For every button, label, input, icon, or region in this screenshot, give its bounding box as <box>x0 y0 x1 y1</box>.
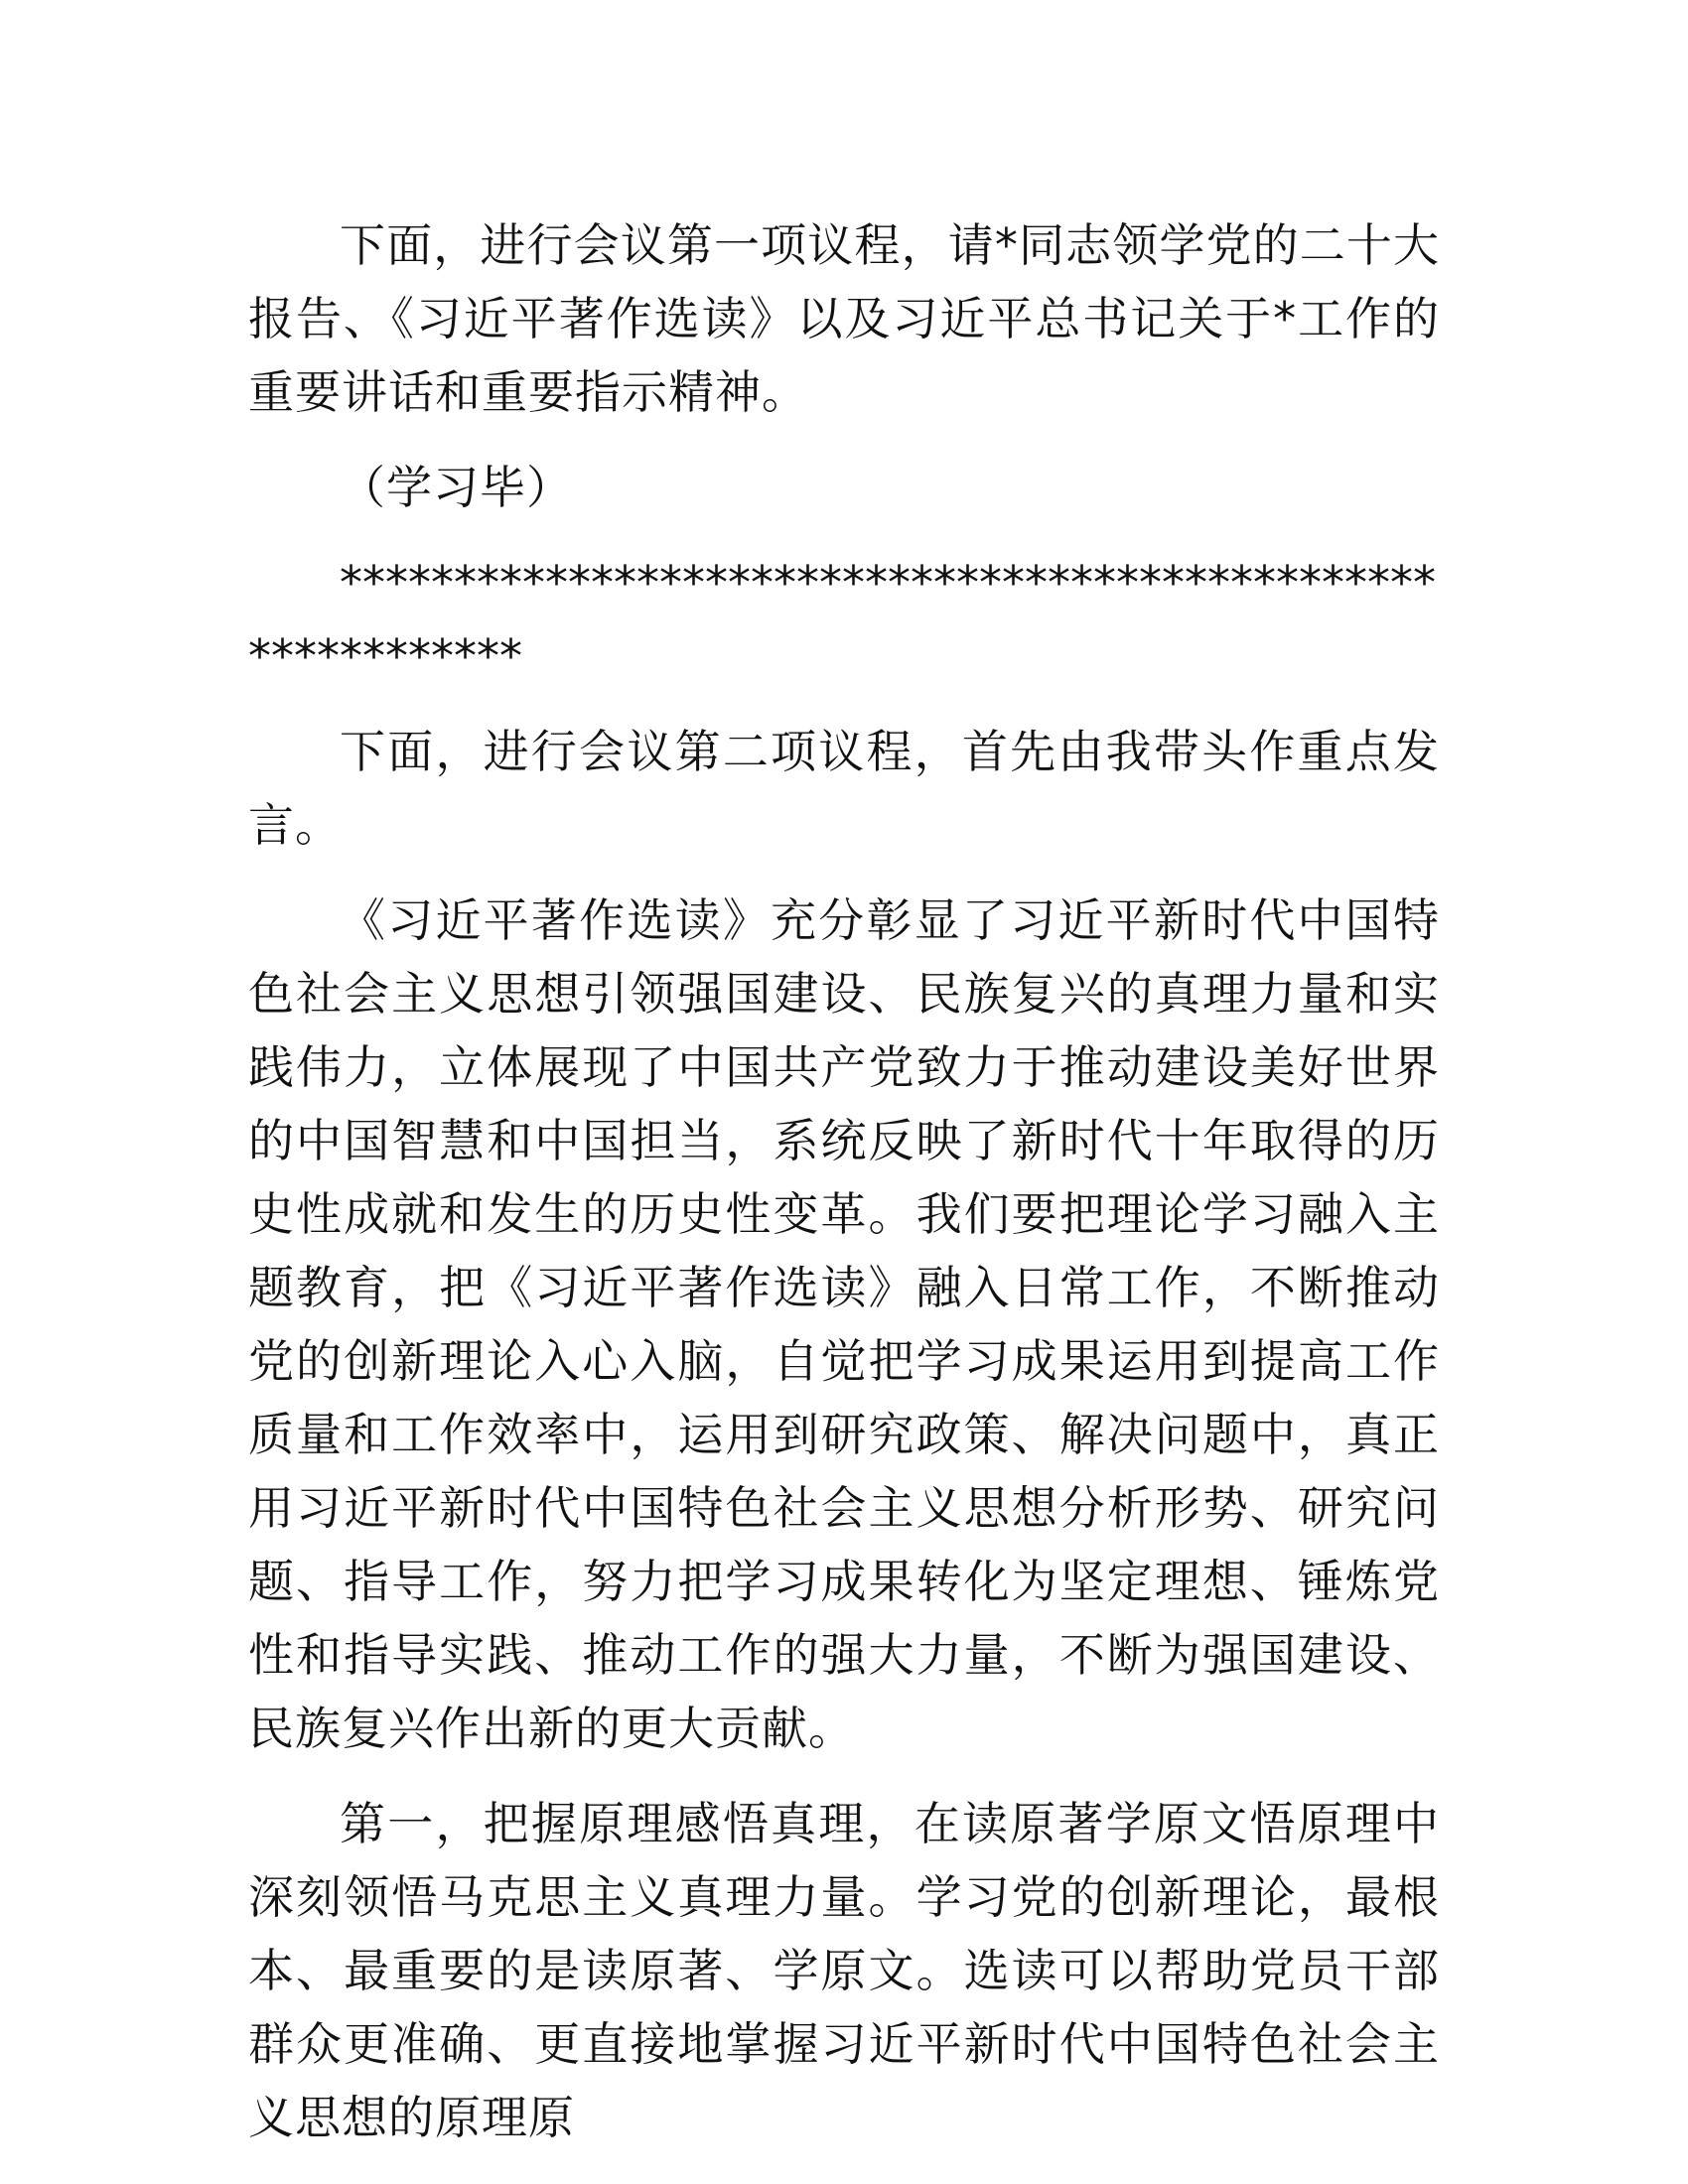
document-body <box>248 208 1440 2176</box>
paragraph-point-one: 第一，把握原理感悟真理，在读原著学原文悟原理中深刻领悟马克思主义真理力量。学习党的创新理论，最根本、最重要的是读原著、学原文。选读可以帮助党员干部群众更准确、更直接地掌握习近平新时代中国特色社会主义思想的原理原 <box>248 1797 1440 2144</box>
paragraph-study-finished: （学习毕） <box>340 461 573 514</box>
separator-asterisks: ************************************************************ <box>248 556 1436 683</box>
paragraph-agenda-item-one: 下面，进行会议第一项议程，请*同志领学党的二十大报告、《习近平著作选读》以及习近平总书记关于*工作的重要讲话和重要指示精神。 <box>248 218 1440 419</box>
paragraph-selected-works-overview: 《习近平著作选读》充分彰显了习近平新时代中国特色社会主义思想引领强国建设、民族复兴的真理力量和实践伟力，立体展现了中国共产党致力于推动建设美好世界的中国智慧和中国担当，系统反映了新时代十年取得的历史性成就和发生的历史性变革。我们要把理论学习融入主题教育，把《习近平著作选读》融入日常工作，不断推动党的创新理论入心入脑，自觉把学习成果运用到提高工作质量和工作效率中，运用到研究政策、解决问题中，真正用习近平新时代中国特色社会主义思想分析形势、研究问题、指导工作，努力把学习成果转化为坚定理想、锤炼党性和指导实践、推动工作的强大力量，不断为强国建设、民族复兴作出新的更大贡献。 <box>248 893 1440 1755</box>
paragraph-agenda-item-two: 下面，进行会议第二项议程，首先由我带头作重点发言。 <box>248 725 1440 852</box>
